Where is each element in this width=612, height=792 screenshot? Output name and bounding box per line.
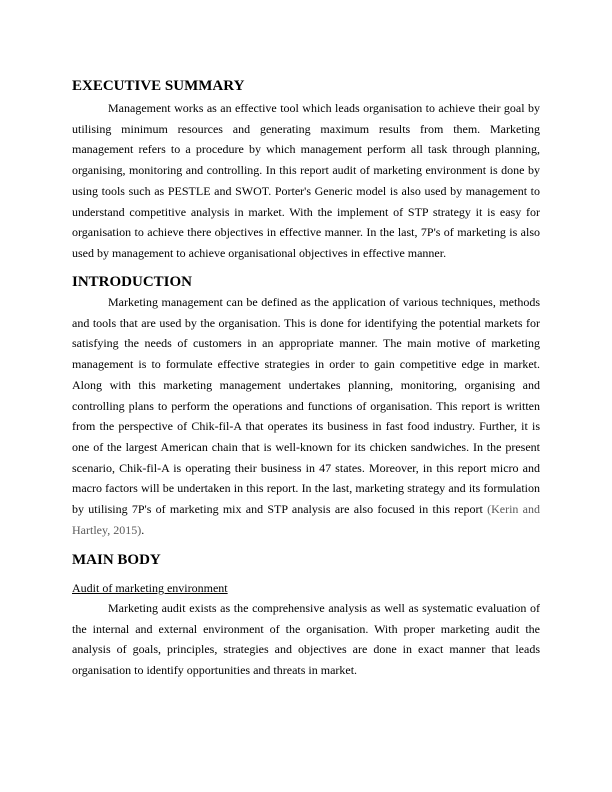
introduction-paragraph [72,292,540,540]
executive-summary-paragraph: Management works as an effective tool which leads organisation to achieve their goal by utilising minimum resources and generating maximum results from them. Marketing management refers to a procedure by which management perform all task through planning, organising, monitoring and controlling. In this report audit of marketing environment is done by using tools such as PESTLE and SWOT. Porter's Generic model is also used by management to understand competitive analysis in market. With the implement of STP strategy it is easy for organisation to achieve there objectives in effective manner. In the last, 7P's of marketing is also used by management to achieve organisational objectives in effective manner. [72,101,540,260]
citation: (Kerin and Hartley, 2015) [72,502,540,537]
main-body-heading: MAIN BODY [72,552,161,568]
audit-subheading: Audit of marketing environment [72,581,228,595]
introduction-heading: INTRODUCTION [72,274,193,290]
introduction-section [72,273,540,540]
main-body-paragraph: Marketing audit exists as the comprehensive analysis as well as systematic evaluation of the internal and external environment of the organisation. With proper marketing audit the analysis of goals, principles, strategies and objectives are done in exact manner that leads organisation to identify opportunities and threats in market. [72,601,540,678]
executive-summary-heading: EXECUTIVE SUMMARY [72,78,245,94]
introduction-end: . [141,522,145,537]
introduction-text: Marketing management can be defined as the application of various techniques, methods and tools that are used by the organisation. This is done for identifying the potential markets for satisfying the needs of customers in an appropriate manner. The main motive of marketing management is to formulate effective strategies in order to gain competitive edge in market. Along with this marketing management undertakes planning, monitoring, organising and controlling plans to perform the operations and functions of organisation. This report is written from the perspective of Chik-fil-A that operates its business in fast food industry. Further, it is one of the largest American chain that is well-known for its chicken sandwiches. In the present scenario, Chik-fil-A is operating their business in 47 states. Moreover, in this report micro and macro factors will be undertaken in this report. In the last, marketing strategy and its formulation by utilising 7P's of marketing mix and STP analysis are also focused in this report [72,295,540,517]
executive-summary-section [72,77,540,264]
main-body-section [72,551,540,681]
